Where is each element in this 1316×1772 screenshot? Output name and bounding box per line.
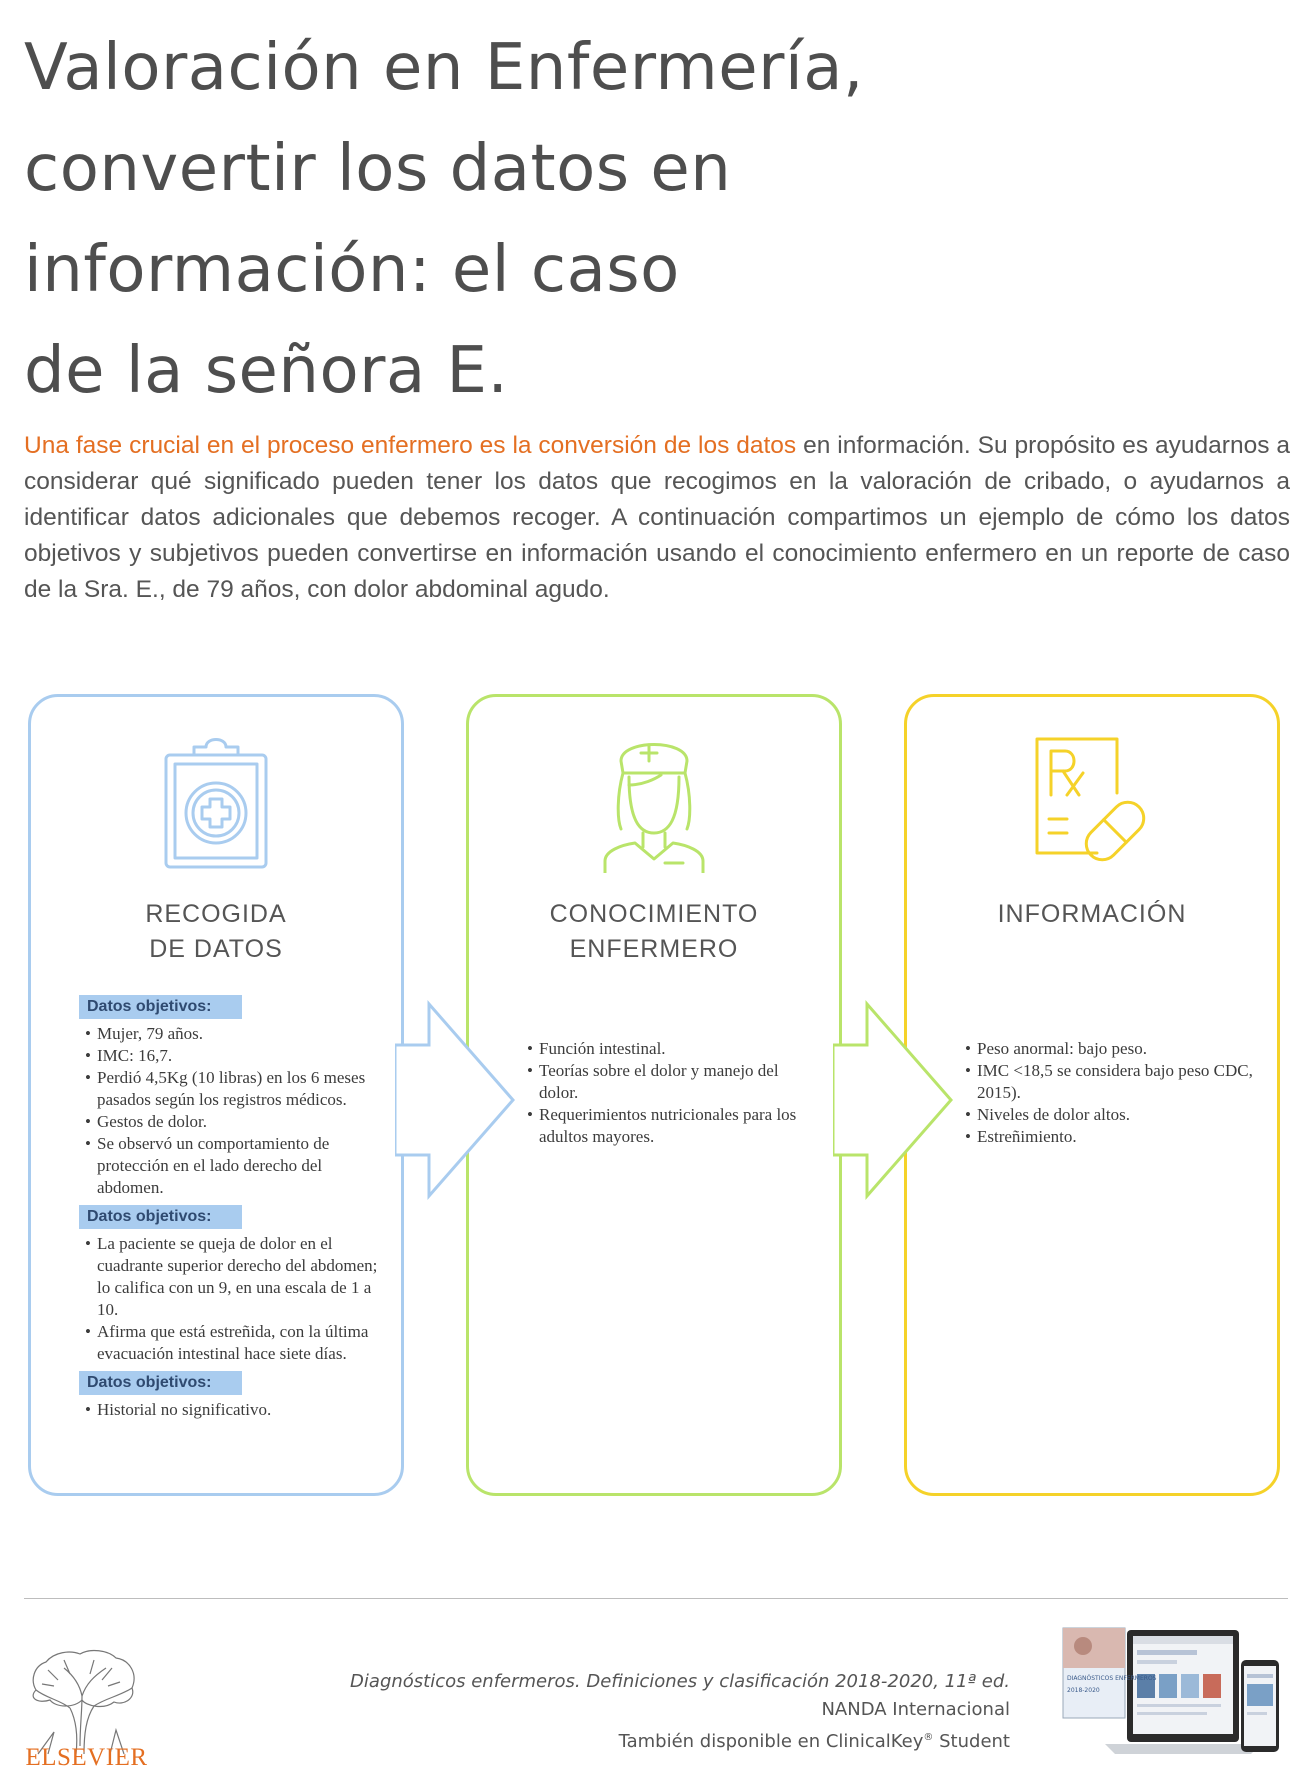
footer-divider [24, 1598, 1288, 1599]
devices-illustration [1045, 1620, 1295, 1770]
bullet-list [959, 1038, 1259, 1148]
panel-title-line: RECOGIDA [145, 900, 287, 928]
availability-text: También disponible en ClinicalKey [618, 1731, 924, 1752]
book-cover-years: 2018-2020 [1067, 1687, 1100, 1694]
list-item: • Requerimientos nutricionales para los adultos mayores. [521, 1104, 821, 1148]
list-item: • Afirma que está estreñida, con la última evacuación intestinal hace siete días. [79, 1321, 379, 1365]
list-item: • Niveles de dolor altos. [959, 1104, 1259, 1126]
list-item: • Función intestinal. [521, 1038, 821, 1060]
panel-title-line: CONOCIMIENTO [549, 900, 759, 928]
book-cover-title: DIAGNÓSTICOS ENFERMEROS [1067, 1675, 1157, 1682]
availability-suffix: Student [933, 1731, 1010, 1752]
panel-conocimiento-enfermero [466, 694, 842, 1496]
arrow-right-icon [395, 1000, 515, 1200]
section-label: Datos objetivos: [79, 995, 242, 1019]
title-line: convertir los datos en [24, 132, 732, 206]
publisher-name: NANDA Internacional [821, 1699, 1010, 1720]
intro-text: en información. Su propósito es ayudarnos a considerar qué significado pueden tener los datos que recogimos en la valoración de cribado, o ayudarnos a identificar datos adicionales que debemos recoger. A continuación compartimos un ejemplo de cómo los datos objetivos y subjetivos pueden convertirse en información usando el conocimiento enfermero en un reporte de caso de la Sra. E., de 79 años, con dolor abdominal agudo. [24, 432, 1291, 603]
list-item: • Teorías sobre el dolor y manejo del dolor. [521, 1060, 821, 1104]
list-item: • IMC <18,5 se considera bajo peso CDC, 2015). [959, 1060, 1259, 1104]
list-item: • Gestos de dolor. [79, 1111, 379, 1133]
bullet-list [521, 1038, 821, 1148]
clipboard-medical-icon [156, 733, 276, 873]
section-label: Datos objetivos: [79, 1371, 242, 1395]
bullet-list [79, 1233, 379, 1365]
list-item: • Mujer, 79 años. [79, 1023, 379, 1045]
bullet-list [79, 1023, 379, 1199]
list-item: • Estreñimiento. [959, 1126, 1259, 1148]
elsevier-wordmark: ELSEVIER [25, 1744, 148, 1771]
page-title [24, 18, 924, 422]
panel-informacion [904, 694, 1280, 1496]
panel-recogida-datos [28, 694, 404, 1496]
panel-title-line: DE DATOS [149, 935, 283, 963]
title-line: Valoración en Enfermería, [24, 31, 864, 105]
prescription-pill-icon [1027, 733, 1157, 873]
list-item: • Se observó un comportamiento de protección en el lado derecho del abdomen. [79, 1133, 379, 1199]
panel-title: INFORMACIÓN [997, 900, 1187, 928]
bullet-list [79, 1399, 379, 1421]
registered-mark: ® [923, 1732, 934, 1743]
list-item: • Perdió 4,5Kg (10 libras) en los 6 meses pasados según los registros médicos. [79, 1067, 379, 1111]
panel-title-line: ENFERMERO [569, 935, 739, 963]
list-item: • IMC: 16,7. [79, 1045, 379, 1067]
list-item: • Peso anormal: bajo peso. [959, 1038, 1259, 1060]
list-item: • Historial no significativo. [79, 1399, 379, 1421]
section-label: Datos objetivos: [79, 1205, 242, 1229]
book-citation: Diagnósticos enfermeros. Definiciones y clasificación 2018-2020, 11ª ed. [350, 1671, 1010, 1692]
panel-title [31, 897, 401, 967]
intro-paragraph [24, 428, 1290, 608]
nurse-icon [599, 733, 709, 873]
data-sections [79, 989, 379, 1425]
arrow-right-icon [833, 1000, 953, 1200]
title-line: información: el caso [24, 233, 680, 307]
title-line: de la señora E. [24, 334, 509, 408]
availability-note [350, 1724, 1010, 1756]
panel-title [469, 897, 839, 967]
list-item: • La paciente se queja de dolor en el cuadrante superior derecho del abdomen; lo califica con un 9, en una escala de 1 a 10. [79, 1233, 379, 1321]
intro-highlight: Una fase crucial en el proceso enfermero es la conversión de los datos [24, 432, 797, 459]
footer-credits [350, 1668, 1010, 1756]
